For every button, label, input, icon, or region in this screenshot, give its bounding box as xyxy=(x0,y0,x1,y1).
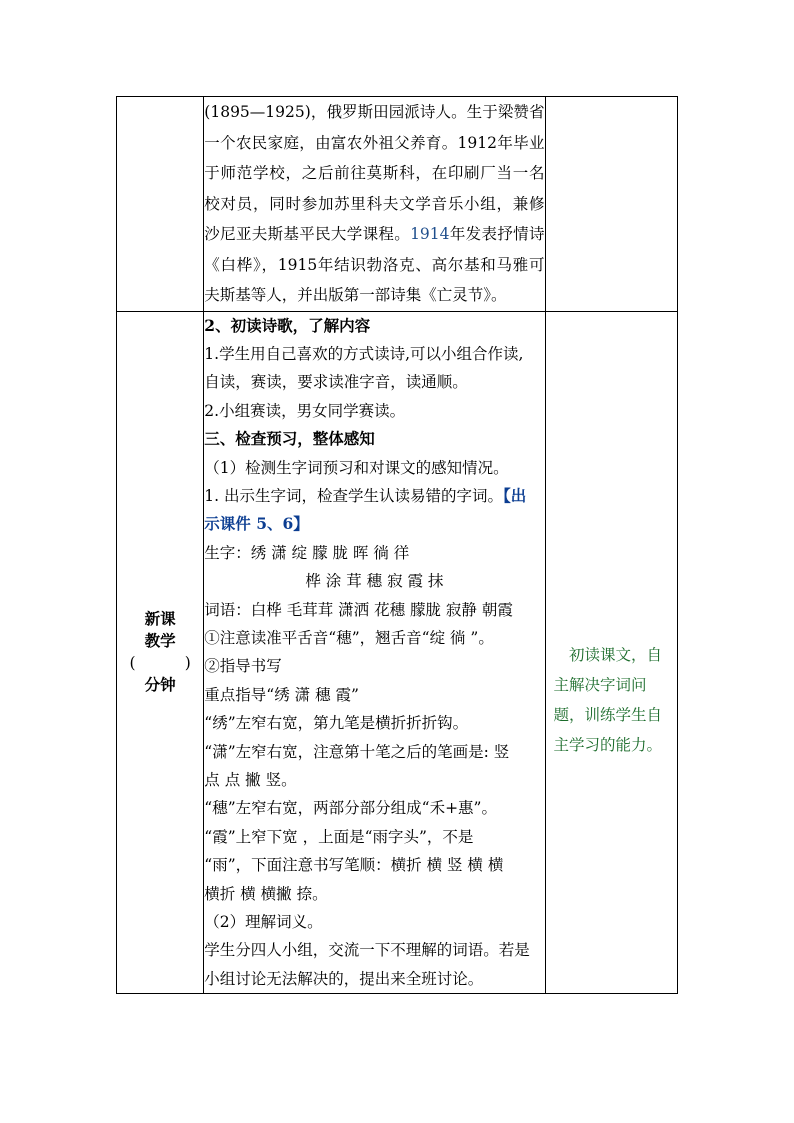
author-intro-cell xyxy=(204,97,545,312)
content-line: “雨”，下面注意书写笔顺：横折 横 竖 横 横 xyxy=(204,856,504,875)
content-line: （2）理解词义。 xyxy=(204,913,323,932)
content-line: 小组讨论无法解决的，提出来全班讨论。 xyxy=(204,969,484,988)
content-line: “潇”左窄右宽，注意第十笔之后的笔画是: 竖 xyxy=(204,742,510,761)
content-line: 重点指导“绣 潇 穗 霞” xyxy=(204,685,359,704)
content-line: “穗”左窄右宽，两部分部分组成“禾+惠”。 xyxy=(204,799,497,818)
table-row xyxy=(117,311,678,994)
highlighted-year: 1914 xyxy=(410,225,450,243)
content-line: 1.学生用自己喜欢的方式读诗,可以小组合作读, xyxy=(204,344,524,363)
minutes-blank: ( ) xyxy=(129,654,191,673)
content-line: “绣”左窄右宽，第九笔是横折折折钩。 xyxy=(204,714,469,733)
new-characters-line: 生字：绣 潇 绽 朦 胧 晖 徜 徉 xyxy=(204,543,410,562)
courseware-ref: 【出 xyxy=(503,485,527,505)
content-line: ②指导书写 xyxy=(204,657,282,676)
new-characters-line: 桦 涂 茸 穗 寂 霞 抹 xyxy=(305,572,444,591)
content-line: 2.小组赛读，男女同学赛读。 xyxy=(204,401,406,420)
author-intro-text: (1895—1925)，俄罗斯田园派诗人。生于梁赞省一个农民家庭，由富农外祖父养育。1912年毕业于师范学校，之后前往莫斯科，在印刷厂当一名校对员，同时参加苏里科夫文学音乐小组，兼修沙尼亚夫斯基平民大学课程。1914年发表抒情诗《白桦》，1915年结识勃洛克、高尔基和马雅可夫斯基等人，并出版第一部诗集《亡灵节》。 xyxy=(204,103,545,304)
section-label-cell xyxy=(117,311,204,994)
empty-note-cell xyxy=(545,97,678,312)
section-heading: 2、初读诗歌，了解内容 xyxy=(204,315,371,335)
content-line: 自读，赛读，要求读准字音，读通顺。 xyxy=(204,373,468,392)
section-label: 新课 教学 ( ) 分钟 xyxy=(117,608,203,696)
content-line: 示课件 5、6】 xyxy=(204,514,309,534)
content-line: 横折 横 横撇 捺。 xyxy=(204,884,328,903)
section-heading: 三、检查预习，整体感知 xyxy=(204,429,375,449)
design-intent-cell xyxy=(545,311,678,994)
vocabulary-line: 词语：白桦 毛茸茸 潇洒 花穗 朦胧 寂静 朝霞 xyxy=(204,600,513,619)
content-line: 1. 出示生字词，检查学生认读易错的字词。【出 xyxy=(204,485,527,505)
content-line: （1）检测生字词预习和对课文的感知情况。 xyxy=(204,458,509,477)
content-line: 学生分四人小组，交流一下不理解的词语。若是 xyxy=(204,941,530,960)
lesson-plan-table xyxy=(116,96,678,994)
content-line: ①注意读准平舌音“穗”，翘舌音“绽 徜 ”。 xyxy=(204,628,494,647)
lesson-content-cell xyxy=(204,311,545,994)
empty-label-cell xyxy=(117,97,204,312)
content-line: 点 点 撇 竖。 xyxy=(204,771,297,789)
table-row xyxy=(117,97,678,312)
design-intent-note: 初读课文，自主解决字词问题，训练学生自主学习的能力。 xyxy=(553,645,663,754)
courseware-ref: 示课件 5、6 xyxy=(204,514,294,534)
content-line: “霞”上窄下宽 ，上面是“雨字头”，不是 xyxy=(204,827,474,846)
